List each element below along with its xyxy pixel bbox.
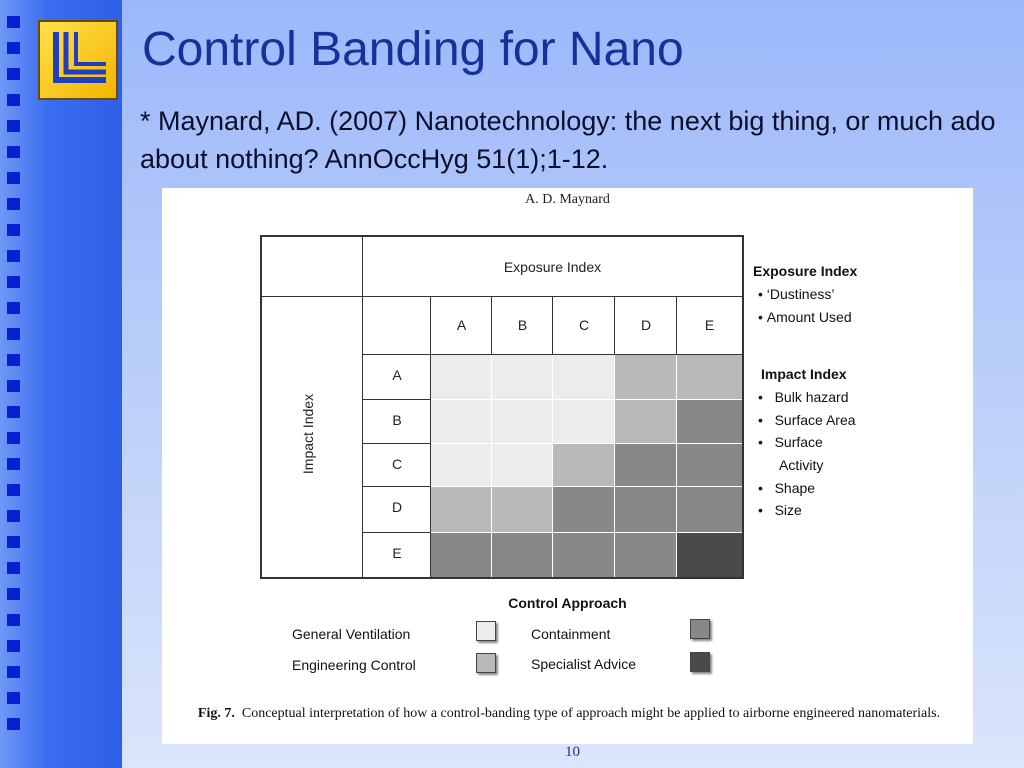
band-cell [431,355,492,400]
legend-exposure-title: Exposure Index [753,263,858,279]
strip-dot [7,640,20,652]
left-decorative-strip [0,0,122,768]
band-cell [431,487,492,533]
impact-header-label: Impact Index [300,393,316,475]
impact-level-label: D [391,499,403,515]
strip-dot [7,276,20,288]
exposure-level-label: B [517,317,528,333]
citation-text: * Maynard, AD. (2007) Nanotechnology: the next big thing, or much ado about nothing? AnnOccHyg 51(1);1-12. [140,106,996,174]
exposure-level-label: E [704,317,715,333]
control-approach-title: Control Approach [508,595,627,611]
strip-dot [7,588,20,600]
impact-level-label: C [391,456,403,472]
legend-impact-item: • Size [758,502,802,518]
strip-dot [7,536,20,548]
caption-text: Conceptual interpretation of how a control-banding type of approach might be applied to airborne engineered nanomaterials. [241,706,941,721]
exposure-level-label: D [640,317,652,333]
band-cell [553,533,615,577]
slide-title: Control Banding for Nano [142,23,684,76]
control-label-containment: Containment [531,626,611,642]
strip-dot [7,354,20,366]
strip-dot [7,94,20,106]
band-cell [431,400,492,444]
page-number: 10 [565,744,580,760]
exposure-level-label: A [456,317,467,333]
band-cell [553,355,615,400]
band-cell [431,533,492,577]
strip-dot [7,614,20,626]
band-cell [615,533,677,577]
band-cell [615,487,677,533]
band-cell [492,355,553,400]
strip-dot [7,458,20,470]
band-cell [677,487,742,533]
strip-dot [7,250,20,262]
strip-dot [7,328,20,340]
control-label-specialist-advice: Specialist Advice [531,656,637,672]
legend-impact-item: • Surface [758,434,823,450]
strip-dot [7,484,20,496]
strip-dot [7,68,20,80]
legend-impact-item: • Shape [758,480,816,496]
figure-panel [162,188,973,744]
level-corner-cell [363,297,431,355]
legend-exposure-item: • ‘Dustiness’ [758,286,835,302]
swatch-engineering-control [476,653,496,673]
strip-dot [7,146,20,158]
control-banding-matrix [260,235,744,579]
strip-dot [7,510,20,522]
exposure-header-label: Exposure Index [503,259,602,275]
strip-dot [7,302,20,314]
band-cell [492,444,553,487]
band-cell [553,444,615,487]
corner-cell [262,237,363,297]
impact-level-label: B [392,412,402,428]
band-cell [553,400,615,444]
legend-impact-item: • Surface Area [758,412,856,428]
legend-impact-title: Impact Index [761,366,847,382]
impact-level-label: E [392,545,402,561]
legend-exposure-item: • Amount Used [758,309,852,325]
band-cell [492,400,553,444]
figure-author: A. D. Maynard [525,192,610,207]
band-cell [677,533,742,577]
caption-label: Fig. 7. [197,706,235,721]
control-label-general-ventilation: General Ventilation [292,626,411,642]
legend-impact-item-cont: Activity [779,457,824,473]
strip-dot [7,198,20,210]
exposure-level-label: C [578,317,590,333]
impact-level-label: A [392,367,402,383]
strip-dot [7,406,20,418]
dot-column [7,16,25,744]
strip-dot [7,224,20,236]
band-cell [492,533,553,577]
band-cell [615,400,677,444]
llnl-logo-icon [38,20,118,100]
legend-impact-item: • Bulk hazard [758,389,849,405]
band-cell [553,487,615,533]
strip-dot [7,718,20,730]
strip-dot [7,692,20,704]
strip-dot [7,120,20,132]
band-cell [677,444,742,487]
strip-dot [7,42,20,54]
strip-dot [7,380,20,392]
control-label-engineering-control: Engineering Control [292,657,416,673]
band-cell [492,487,553,533]
strip-dot [7,562,20,574]
swatch-specialist-advice [690,652,710,672]
band-cell [677,355,742,400]
band-cell [615,444,677,487]
strip-dot [7,432,20,444]
band-cell [615,355,677,400]
swatch-general-ventilation [476,621,496,641]
swatch-containment [690,619,710,639]
strip-dot [7,16,20,28]
strip-dot [7,666,20,678]
figure-caption [174,705,964,723]
band-cell [431,444,492,487]
band-cell [677,400,742,444]
strip-dot [7,172,20,184]
